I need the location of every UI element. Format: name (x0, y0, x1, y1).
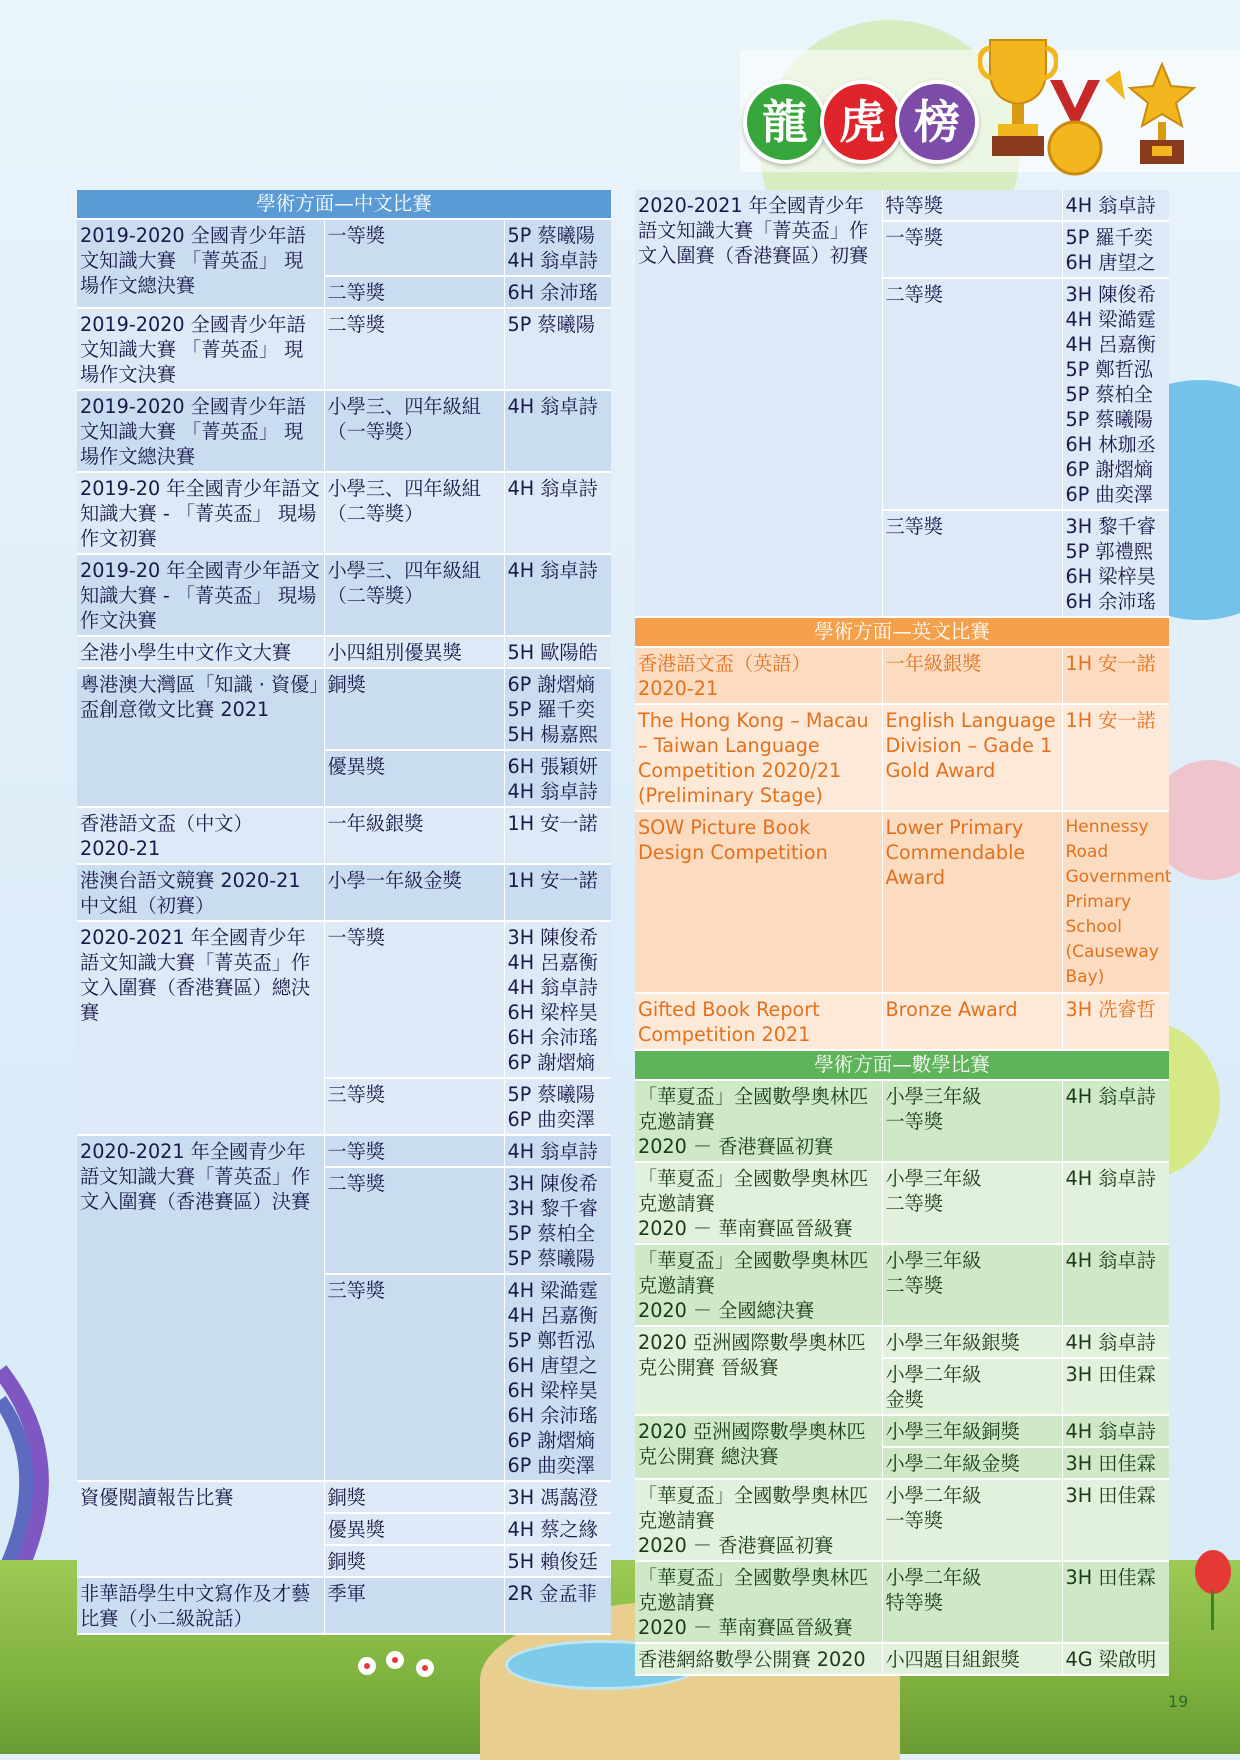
table-row (77, 308, 611, 390)
winner-names: 6H 余沛瑤 (504, 276, 611, 308)
competition-name: 2019-2020 全國青少年語文知識大賽 「菁英盃」 現場作文總決賽 (77, 390, 324, 472)
competition-name: 2020 亞洲國際數學奧林匹克公開賽 總決賽 (635, 1415, 882, 1479)
winner-names: 3H 田佳霖 (1062, 1479, 1169, 1561)
award-name: 特等獎 (882, 190, 1062, 221)
winner-names: 5H 歐陽皓 (504, 636, 611, 668)
winner-names: 4H 翁卓詩 (1062, 1415, 1169, 1447)
winner-names: 5P 蔡曦陽 6P 曲奕澤 (504, 1078, 611, 1135)
winner-names: 5P 蔡曦陽 4H 翁卓詩 (504, 219, 611, 276)
winner-names: 3H 馮藹澄 (504, 1481, 611, 1513)
table-row (77, 668, 611, 750)
table-row (77, 807, 611, 864)
english-competition-table (635, 618, 1172, 1051)
right-competition-table (635, 190, 1169, 618)
competition-name: 香港語文盃（英語） 2020-21 (635, 647, 882, 704)
table-row (635, 704, 1169, 811)
award-name: 小學三年級 一等獎 (882, 1080, 1062, 1162)
award-name: 小學二年級金獎 (882, 1447, 1062, 1479)
award-name: 銅獎 (324, 1545, 504, 1577)
award-name: 優異獎 (324, 750, 504, 807)
winner-names: 2R 金孟菲 (504, 1577, 611, 1634)
award-name: 季軍 (324, 1577, 504, 1634)
award-name: 三等獎 (882, 510, 1062, 617)
award-name: 小學二年級 一等獎 (882, 1479, 1062, 1561)
competition-name: 2019-2020 全國青少年語文知識大賽 「菁英盃」 現場作文決賽 (77, 308, 324, 390)
winner-names: 5H 賴俊廷 (504, 1545, 611, 1577)
competition-name: 資優閱讀報告比賽 (77, 1481, 324, 1577)
table-row (77, 636, 611, 668)
table-row (77, 864, 611, 921)
competition-name: 粵港澳大灣區「知識 · 資優」盃創意徵文比賽 2021 (77, 668, 324, 807)
award-name: 一年級銀獎 (882, 647, 1062, 704)
winner-names: 4H 梁澔霆 4H 呂嘉衡 5P 鄭哲泓 6H 唐望之 6H 梁梓昊 6H 余沛瑤 6P 謝熠熵 6P 曲奕澤 (504, 1274, 611, 1481)
winner-names: 3H 田佳霖 (1062, 1358, 1169, 1415)
winner-names: 1H 安一諾 (1062, 647, 1169, 704)
left-rainbow-decoration (0, 1310, 80, 1570)
title-char-2: 虎 (820, 80, 904, 164)
winner-names: 5P 羅千奕 6H 唐望之 (1062, 221, 1169, 278)
table-row (635, 1415, 1169, 1447)
award-name: 小學三年級銀獎 (882, 1326, 1062, 1358)
winner-names: 4H 翁卓詩 (1062, 190, 1169, 221)
competition-name: 2020-2021 年全國青少年語文知識大賽「菁英盃」作文入圍賽（香港賽區）總決賽 (77, 921, 324, 1135)
table-row (635, 993, 1169, 1050)
winner-names: 3H 陳俊希 3H 黎千睿 5P 蔡柏全 5P 蔡曦陽 (504, 1167, 611, 1274)
winner-names: 4G 梁啟明 (1062, 1643, 1169, 1675)
table-row (635, 1244, 1169, 1326)
competition-name: 「華夏盃」全國數學奧林匹克邀請賽 2020 － 全國總決賽 (635, 1244, 882, 1326)
winner-names: 4H 蔡之緣 (504, 1513, 611, 1545)
table-row (635, 811, 1169, 993)
section-header-chinese: 學術方面—中文比賽 (77, 190, 611, 219)
winner-names: 3H 黎千睿 5P 郭禮熙 6H 梁梓昊 6H 余沛瑤 (1062, 510, 1169, 617)
competition-name: 2020 亞洲國際數學奧林匹克公開賽 晉級賽 (635, 1326, 882, 1415)
winner-names: 6P 謝熠熵 5P 羅千奕 5H 楊嘉熙 (504, 668, 611, 750)
table-row (635, 1479, 1169, 1561)
award-name: 一等獎 (882, 221, 1062, 278)
chinese-competition-table (77, 190, 611, 1635)
page-number: 19 (1168, 1692, 1189, 1711)
winner-names: 4H 翁卓詩 (504, 390, 611, 472)
award-name: 小學三、四年級組（一等獎） (324, 390, 504, 472)
section-header-math: 學術方面—數學比賽 (635, 1051, 1169, 1080)
award-name: 一年級銀獎 (324, 807, 504, 864)
award-name: 三等獎 (324, 1078, 504, 1135)
award-name: 小四組別優異獎 (324, 636, 504, 668)
table-row (77, 1577, 611, 1634)
award-name: 小學三年級銅獎 (882, 1415, 1062, 1447)
table-row (77, 390, 611, 472)
table-row (77, 472, 611, 554)
winner-names: 3H 陳俊希 4H 梁澔霆 4H 呂嘉衡 5P 鄭哲泓 5P 蔡柏全 5P 蔡曦陽 6H 林珈丞 6P 謝熠熵 6P 曲奕澤 (1062, 278, 1169, 510)
award-name: 小學三年級 二等獎 (882, 1244, 1062, 1326)
award-name: 一等獎 (324, 921, 504, 1078)
award-name: Lower Primary Commendable Award (882, 811, 1062, 993)
competition-name: 2020-2021 年全國青少年語文知識大賽「菁英盃」作文入圍賽（香港賽區）決賽 (77, 1135, 324, 1481)
winner-names: 4H 翁卓詩 (1062, 1326, 1169, 1358)
competition-name: 「華夏盃」全國數學奧林匹克邀請賽 2020 － 香港賽區初賽 (635, 1080, 882, 1162)
award-name: 小學三、四年級組（二等獎） (324, 554, 504, 636)
table-row (77, 1481, 611, 1513)
award-name: 小學三、四年級組（二等獎） (324, 472, 504, 554)
competition-name: 港澳台語文競賽 2020-21 中文組（初賽） (77, 864, 324, 921)
winner-names: 4H 翁卓詩 (504, 472, 611, 554)
award-name: 小四題目組銀獎 (882, 1643, 1062, 1675)
competition-name: 香港網絡數學公開賽 2020 (635, 1643, 882, 1675)
winner-names: 4H 翁卓詩 (1062, 1244, 1169, 1326)
daisies-decoration (355, 1648, 445, 1684)
award-name: 三等獎 (324, 1274, 504, 1481)
competition-name: The Hong Kong – Macau – Taiwan Language Competition 2020/21 (Preliminary Stage) (635, 704, 882, 811)
winner-names: Hennessy Road Government Primary School (Causeway Bay) (1062, 811, 1169, 993)
competition-name: 2019-2020 全國青少年語文知識大賽 「菁英盃」 現場作文總決賽 (77, 219, 324, 308)
winner-names: 4H 翁卓詩 (1062, 1080, 1169, 1162)
star-trophy-icon (1100, 60, 1210, 170)
winner-names: 3H 冼睿哲 (1062, 993, 1169, 1050)
winner-names: 1H 安一諾 (504, 864, 611, 921)
award-name: 小學二年級 金獎 (882, 1358, 1062, 1415)
competition-name: 2019-20 年全國青少年語文知識大賽 - 「菁英盃」 現場作文初賽 (77, 472, 324, 554)
table-row (635, 1561, 1169, 1643)
award-name: 一等獎 (324, 1135, 504, 1167)
competition-name: 2019-20 年全國青少年語文知識大賽 - 「菁英盃」 現場作文決賽 (77, 554, 324, 636)
winner-names: 4H 翁卓詩 (504, 554, 611, 636)
award-name: 銅獎 (324, 1481, 504, 1513)
competition-name: 2020-2021 年全國青少年語文知識大賽「菁英盃」作文入圍賽（香港賽區）初賽 (635, 190, 882, 617)
flower-decoration (1185, 1550, 1240, 1630)
award-name: 銅獎 (324, 668, 504, 750)
award-name: 二等獎 (324, 308, 504, 390)
competition-name: SOW Picture Book Design Competition (635, 811, 882, 993)
title-char-3: 榜 (895, 80, 979, 164)
table-row (635, 1162, 1169, 1244)
winner-names: 3H 陳俊希 4H 呂嘉衡 4H 翁卓詩 6H 梁梓昊 6H 余沛瑤 6P 謝熠熵 (504, 921, 611, 1078)
table-row (77, 219, 611, 276)
award-name: 二等獎 (882, 278, 1062, 510)
award-name: 小學二年級 特等獎 (882, 1561, 1062, 1643)
table-row (77, 1135, 611, 1167)
competition-name: 全港小學生中文作文大賽 (77, 636, 324, 668)
table-row (635, 1643, 1169, 1675)
section-header-english: 學術方面—英文比賽 (635, 618, 1169, 647)
table-row (635, 647, 1169, 704)
winner-names: 3H 田佳霖 (1062, 1561, 1169, 1643)
competition-name: 非華語學生中文寫作及才藝比賽（小二級說話） (77, 1577, 324, 1634)
winner-names: 5P 蔡曦陽 (504, 308, 611, 390)
winner-names: 6H 張穎妍 4H 翁卓詩 (504, 750, 611, 807)
competition-name: 香港語文盃（中文） 2020-21 (77, 807, 324, 864)
competition-name: 「華夏盃」全國數學奧林匹克邀請賽 2020 － 香港賽區初賽 (635, 1479, 882, 1561)
award-name: 優異獎 (324, 1513, 504, 1545)
winner-names: 3H 田佳霖 (1062, 1447, 1169, 1479)
table-row (77, 554, 611, 636)
award-name: 小學一年級金獎 (324, 864, 504, 921)
winner-names: 4H 翁卓詩 (1062, 1162, 1169, 1244)
math-competition-table (635, 1051, 1169, 1676)
award-name: 一等獎 (324, 219, 504, 276)
table-row (635, 1080, 1169, 1162)
competition-name: 「華夏盃」全國數學奧林匹克邀請賽 2020 － 華南賽區晉級賽 (635, 1561, 882, 1643)
award-name: 二等獎 (324, 1167, 504, 1274)
table-row (635, 1326, 1169, 1358)
award-name: Bronze Award (882, 993, 1062, 1050)
award-name: English Language Division – Gade 1 Gold Award (882, 704, 1062, 811)
table-row (635, 190, 1169, 221)
competition-name: Gifted Book Report Competition 2021 (635, 993, 882, 1050)
winner-names: 4H 翁卓詩 (504, 1135, 611, 1167)
award-name: 小學三年級 二等獎 (882, 1162, 1062, 1244)
competition-name: 「華夏盃」全國數學奧林匹克邀請賽 2020 － 華南賽區晉級賽 (635, 1162, 882, 1244)
title-char-1: 龍 (743, 80, 827, 164)
table-row (77, 921, 611, 1078)
award-name: 二等獎 (324, 276, 504, 308)
winner-names: 1H 安一諾 (504, 807, 611, 864)
winner-names: 1H 安一諾 (1062, 704, 1169, 811)
